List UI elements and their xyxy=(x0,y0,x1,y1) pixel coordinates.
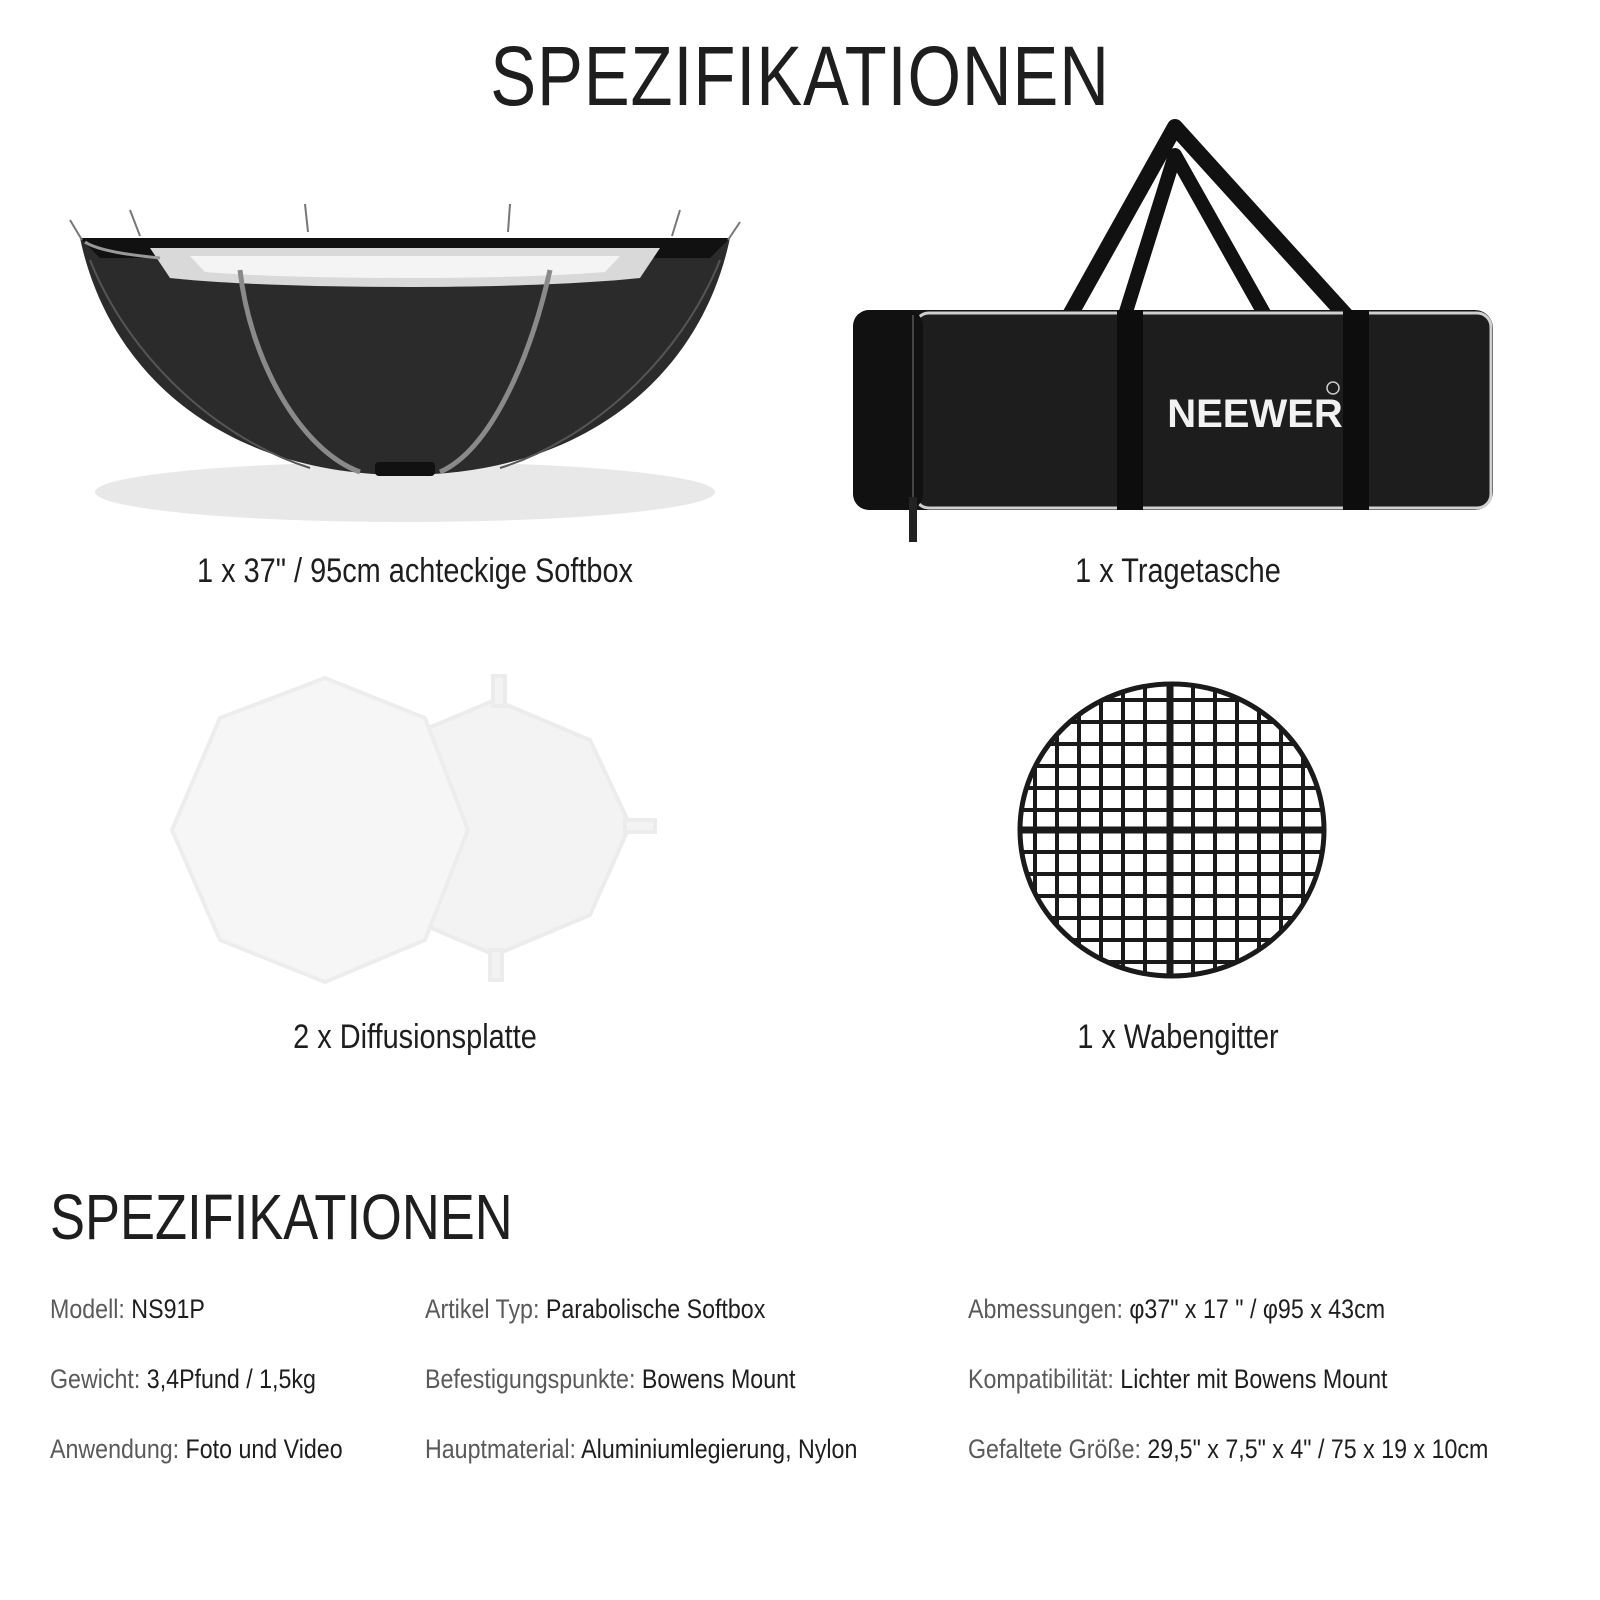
spec-value: Foto und Video xyxy=(185,1434,343,1464)
spec-label: Gefaltete Größe: xyxy=(968,1434,1148,1464)
spec-value: Lichter mit Bowens Mount xyxy=(1120,1364,1388,1394)
spec-value: Bowens Mount xyxy=(641,1364,796,1394)
bag-caption: 1 x Tragetasche xyxy=(1075,552,1281,590)
spec-abmessungen xyxy=(968,1294,1385,1325)
spec-kompatibilitaet xyxy=(968,1364,1387,1395)
spec-label: Modell: xyxy=(50,1294,132,1324)
grid-product xyxy=(1015,680,1330,980)
spec-label: Anwendung: xyxy=(50,1434,186,1464)
page-title: SPEZIFIKATIONEN xyxy=(490,29,1110,123)
softbox-image xyxy=(60,200,750,540)
spec-value: 29,5" x 7,5" x 4" / 75 x 19 x 10cm xyxy=(1147,1434,1489,1464)
spec-value: NS91P xyxy=(131,1294,205,1324)
bag-product xyxy=(845,115,1505,555)
spec-label: Befestigungspunkte: xyxy=(425,1364,642,1394)
spec-label: Kompatibilität: xyxy=(968,1364,1121,1394)
honeycomb-grid-image xyxy=(1015,680,1330,980)
spec-artikel-typ xyxy=(425,1294,765,1325)
spec-heading: SPEZIFIKATIONEN xyxy=(50,1181,513,1253)
diffuser-product xyxy=(160,670,670,990)
softbox-caption: 1 x 37" / 95cm achteckige Softbox xyxy=(197,552,633,590)
spec-befestigung xyxy=(425,1364,795,1395)
spec-value: Aluminiumlegierung, Nylon xyxy=(581,1434,858,1464)
spec-value: Parabolische Softbox xyxy=(545,1294,766,1324)
spec-label: Abmessungen: xyxy=(968,1294,1130,1324)
spec-value: 3,4Pfund / 1,5kg xyxy=(146,1364,316,1394)
spec-modell xyxy=(50,1294,205,1325)
carry-bag-image xyxy=(845,115,1505,555)
spec-gewicht xyxy=(50,1364,316,1395)
softbox-product xyxy=(60,200,750,540)
diffusion-panel-image xyxy=(160,670,670,990)
bag-brand-label: NEEWER xyxy=(1167,392,1343,436)
spec-label: Hauptmaterial: xyxy=(425,1434,582,1464)
spec-gefaltete-groesse xyxy=(968,1434,1488,1465)
diffuser-caption: 2 x Diffusionsplatte xyxy=(293,1018,537,1056)
grid-caption: 1 x Wabengitter xyxy=(1077,1018,1279,1056)
spec-label: Artikel Typ: xyxy=(425,1294,546,1324)
spec-hauptmaterial xyxy=(425,1434,857,1465)
spec-anwendung xyxy=(50,1434,343,1465)
spec-label: Gewicht: xyxy=(50,1364,147,1394)
spec-value: φ37" x 17 " / φ95 x 43cm xyxy=(1129,1294,1386,1324)
